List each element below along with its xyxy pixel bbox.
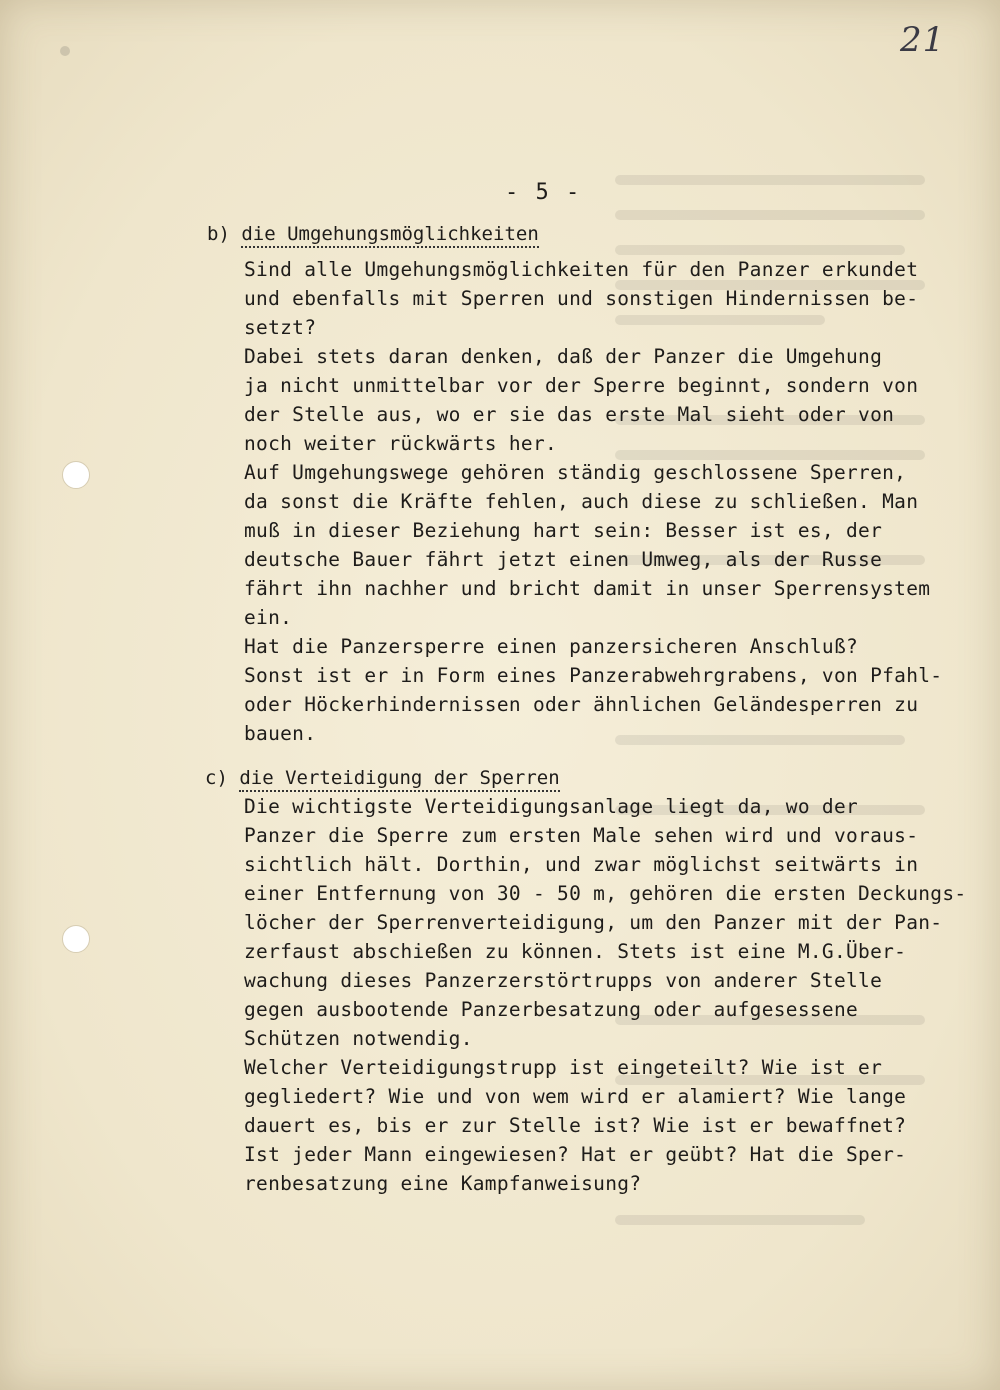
text-line: Ist jeder Mann eingewiesen? Hat er geübt? Hat die Sper-	[244, 1143, 907, 1166]
page-number: - 5 -	[505, 180, 582, 205]
text-line: der Stelle aus, wo er sie das erste Mal sieht oder von	[244, 403, 895, 426]
text-line: Sonst ist er in Form eines Panzerabwehrgrabens, von Pfahl-	[244, 664, 943, 687]
text-line: Schützen notwendig.	[244, 1027, 473, 1050]
text-line: wachung dieses Panzerzerstörtrupps von anderer Stelle	[244, 969, 883, 992]
text-line: bauen.	[244, 722, 317, 745]
text-line: da sonst die Kräfte fehlen, auch diese zu schließen. Man	[244, 490, 919, 513]
section-b-title: die Umgehungsmöglichkeiten	[241, 223, 538, 248]
text-line: renbesatzung eine Kampfanweisung?	[244, 1172, 642, 1195]
text-line: zerfaust abschießen zu können. Stets ist eine M.G.Über-	[244, 940, 907, 963]
punch-hole-top	[62, 461, 90, 489]
text-line: setzt?	[244, 316, 317, 339]
text-line: Dabei stets daran denken, daß der Panzer die Umgehung	[244, 345, 883, 368]
handwritten-folio-number: 21	[900, 20, 946, 60]
text-line: gegliedert? Wie und von wem wird er alamiert? Wie lange	[244, 1085, 907, 1108]
section-b-marker: b)	[207, 223, 230, 245]
text-line: Sind alle Umgehungsmöglichkeiten für den Panzer erkundet	[244, 258, 919, 281]
text-line: Auf Umgehungswege gehören ständig geschlossene Sperren,	[244, 461, 907, 484]
text-line: und ebenfalls mit Sperren und sonstigen Hindernissen be-	[244, 287, 919, 310]
text-line: Die wichtigste Verteidigungsanlage liegt da, wo der	[244, 795, 859, 818]
punch-hole-bottom	[62, 925, 90, 953]
text-line: sichtlich hält. Dorthin, und zwar möglichst seitwärts in	[244, 853, 919, 876]
text-line: ein.	[244, 606, 293, 629]
text-line: noch weiter rückwärts her.	[244, 432, 558, 455]
text-line: dauert es, bis er zur Stelle ist? Wie ist er bewaffnet?	[244, 1114, 907, 1137]
section-b-heading	[207, 222, 539, 246]
text-line: deutsche Bauer fährt jetzt einen Umweg, als der Russe	[244, 548, 883, 571]
text-line: Hat die Panzersperre einen panzersicheren Anschluß?	[244, 635, 859, 658]
paper-speck	[60, 46, 70, 56]
text-line: oder Höckerhindernissen oder ähnlichen Geländesperren zu	[244, 693, 919, 716]
section-c-heading	[205, 766, 560, 790]
section-c-marker: c)	[205, 767, 228, 789]
text-line: fährt ihn nachher und bricht damit in unser Sperrensystem	[244, 577, 931, 600]
section-c-title: die Verteidigung der Sperren	[239, 767, 559, 792]
text-line: muß in dieser Beziehung hart sein: Besser ist es, der	[244, 519, 883, 542]
text-line: ja nicht unmittelbar vor der Sperre beginnt, sondern von	[244, 374, 919, 397]
text-line: einer Entfernung von 30 - 50 m, gehören die ersten Deckungs-	[244, 882, 967, 905]
text-line: Panzer die Sperre zum ersten Male sehen wird und voraus-	[244, 824, 919, 847]
text-line: Welcher Verteidigungstrupp ist eingeteilt? Wie ist er	[244, 1056, 883, 1079]
text-line: gegen ausbootende Panzerbesatzung oder aufgesessene	[244, 998, 859, 1021]
text-line: löcher der Sperrenverteidigung, um den Panzer mit der Pan-	[244, 911, 943, 934]
